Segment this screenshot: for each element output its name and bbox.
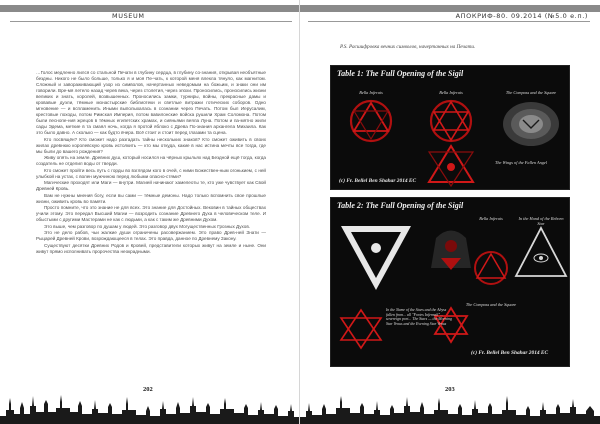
header-rule [10,21,292,22]
plate-label: The Wings of the Fallen Angel [494,160,548,165]
page-number-right: 203 [445,386,455,393]
paragraph: Существуют десятки Древних Родов и Кровей, представители которых живут на земле и ныне. Они живут прямо исполнивать пророчества неокрадными. [36,242,266,254]
plate-label: Bella Inferais [359,90,383,95]
paragraph: Живу опять на земле. Древних душ, который носился на чёрных крыльях над Бездной ещё тогда, когда создатель не отделил воды от тверди. [36,155,266,166]
plate-title: Table 1: The Full Opening of the Sigil [337,69,464,78]
plate-label: Bella Inferais [479,216,503,221]
article-body [36,70,266,255]
paragraph: Это не дело рабов, чьи жалкие души ограничены расовержанием. Это право Древ-ней Знати — Рыцарей Древней Крови, возрождающееся в телах. Это правда, данное по Древнему Закону. [36,230,266,241]
sigil-plate-2 [330,197,570,367]
gothic-skyline-decoration [300,392,600,424]
header-title-right: АПОКРИФ-80. 09.2014 (№5.0 е.п.) [455,12,588,20]
paragraph: Кто сможет пройти весь путь с горды во взглядом кого в очей, с ними Божествен-ным огонькием, с ней улыбкой на устах, с волен мужчиною перед любыми опасно-стями? [36,167,266,179]
header-bar [0,5,300,12]
sigil-drawings [331,66,570,190]
plates-caption: P.S. Расшифровка вечних символов, начертанных на Печати. [340,44,476,50]
plate-label: The Compass and the Square [465,302,517,307]
plate-quote: In the Name of the Stars and the Abyss fallen from... all "Fortes Infernali"... sovereign port... The Stars — the Morning Star Venus and the Evening Star Venus [386,308,452,326]
sigil-plate-1 [330,65,570,190]
paragraph: Просто помните, что это знание не для всех. Это знание для Достойных. Вековин в тайных обществах учили этому. Это передал Высший Магии — возродить сознание Древнего Духа в человеческом теле. И обыстыми с другими Мастерами не как с людьми, а как с таким же Древними Духом. [36,205,266,222]
plate-credit: (c) Fr. Bellel Ben Shahar 2014 EC [339,178,417,184]
header-rule [308,21,590,22]
paragraph: Это выше, чем разговор по душам у людей. Это разговор двух Могущественных Грозных Духов. [44,223,251,229]
header-title-left: MUSEUM [112,12,145,20]
sigil-drawings [331,198,570,367]
plate-label: Bella Inferais [439,90,463,95]
plate-label: The Compass and the Square [505,90,557,95]
plate-label: In the Hand of the Reborn Star [518,216,564,226]
gothic-skyline-decoration [0,392,300,424]
right-page [300,0,600,424]
plate-credit: (c) Fr. Bellel Ben Shahar 2014 EC [471,350,549,356]
paragraph: …Голос медленно лился со стальной Печати в глубину сердца, в глубину со-знания, открывая необъятные бездны. Никого не было больше, только я и моя Пе-чать, к которой меня влекла тянуло, как магнитом. Сложный и завораживающий узор из символов, начертанных неведомым на божьим, и знаки они им говорили. Вре-мя летело назад черев века, через столетия, через эпохи. Проносились, проносились жизни великих и знать, королей, возвышенных. Проносились замки, турниры, войны, прекрасные дамы и кровавые дуэли, тёмные монастырские библиотеки и светлые витражи готических соборов. Одно мгновение — и вспламенить Иными выполыхалась в сознании через Печать. Потом был Иерусалим, крестовые походы, потом Римская Империя, потом вавилонские войска рушили Храм Соломона. Потом были песнопе-ния жрецов в тёмных египетских храмах, и сияньями веяла Луна. Потом и па-мятно жили сады Эдема, меткие в та смаял ночь, когда я протой яблоко с Древа По-знания архангела Михаила. Как это было давно. А сколько — как будто вчера. Всё стоит и стоит перед глазами та сцена. [36,70,266,135]
paragraph: Магические проходят или Маги — внутри. Магией начинают хамелеоты те, кто уже чувствует как Свой Древней Кровь. [36,180,266,191]
paragraph: Вам не нужны мнения богу, если вы сами — тёмные демоны. Надо только вспомнить свое прошлые жизни, оживить кровь во памяти. [36,192,266,204]
paragraph: Кто посвящён? Кто сможет надо разгадать тайны несколькиx знаков? Кто сможет оживить в своих жилах древнюю королевскую кровь истолкить — кто мы откуда, какие в нас истина мечты все тогда, где мы были до вашего рождения? [36,136,266,154]
page-number-left: 202 [143,386,153,393]
plate-title: Table 2: The Full Opening of the Sigil [337,201,464,210]
header-bar [300,5,600,12]
